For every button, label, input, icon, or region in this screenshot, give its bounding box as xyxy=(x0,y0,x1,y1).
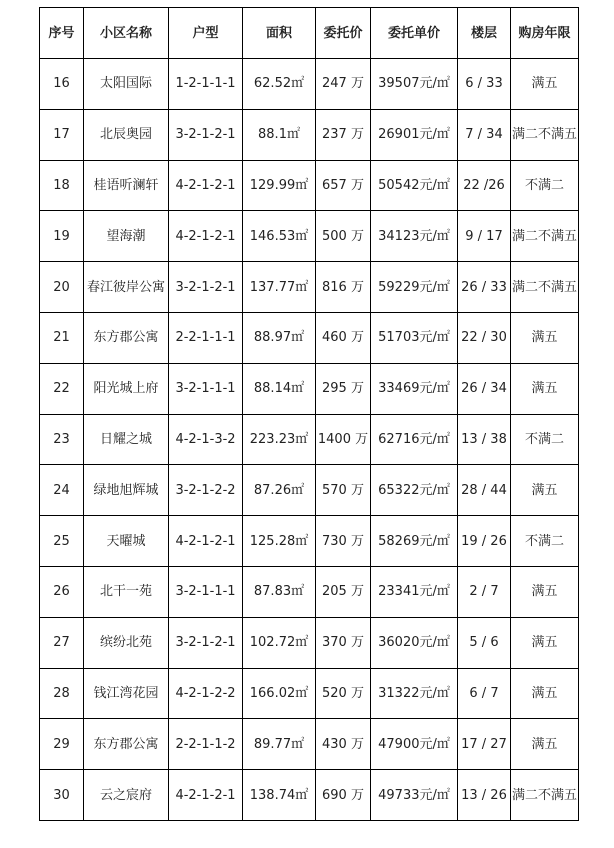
cell-years: 满五 xyxy=(511,465,579,516)
cell-unit-price: 62716元/㎡ xyxy=(371,414,458,465)
cell-unit-price: 31322元/㎡ xyxy=(371,668,458,719)
table-row xyxy=(40,414,579,465)
cell-area: 87.26㎡ xyxy=(243,465,316,516)
cell-years: 满二不满五 xyxy=(511,262,579,313)
table-row xyxy=(40,770,579,821)
header-row xyxy=(40,8,579,59)
table-row xyxy=(40,211,579,262)
cell-years: 满五 xyxy=(511,719,579,770)
header-price: 委托价 xyxy=(316,8,371,59)
cell-no: 24 xyxy=(40,465,84,516)
cell-layout: 4-2-1-2-1 xyxy=(169,770,243,821)
cell-no: 29 xyxy=(40,719,84,770)
cell-floor: 19 / 26 xyxy=(458,516,511,567)
table-row xyxy=(40,59,579,110)
cell-price: 570 万 xyxy=(316,465,371,516)
cell-unit-price: 26901元/㎡ xyxy=(371,109,458,160)
cell-years: 满五 xyxy=(511,59,579,110)
cell-no: 22 xyxy=(40,363,84,414)
cell-price: 690 万 xyxy=(316,770,371,821)
cell-no: 26 xyxy=(40,566,84,617)
header-area: 面积 xyxy=(243,8,316,59)
cell-layout: 3-2-1-1-1 xyxy=(169,566,243,617)
cell-price: 816 万 xyxy=(316,262,371,313)
header-years: 购房年限 xyxy=(511,8,579,59)
cell-price: 500 万 xyxy=(316,211,371,262)
cell-price: 205 万 xyxy=(316,566,371,617)
cell-price: 247 万 xyxy=(316,59,371,110)
table-row xyxy=(40,160,579,211)
cell-layout: 4-2-1-2-2 xyxy=(169,668,243,719)
table-row xyxy=(40,617,579,668)
cell-floor: 22 /26 xyxy=(458,160,511,211)
cell-price: 520 万 xyxy=(316,668,371,719)
cell-floor: 13 / 26 xyxy=(458,770,511,821)
cell-floor: 2 / 7 xyxy=(458,566,511,617)
cell-name: 太阳国际 xyxy=(84,59,169,110)
cell-no: 23 xyxy=(40,414,84,465)
cell-area: 137.77㎡ xyxy=(243,262,316,313)
cell-price: 1400 万 xyxy=(316,414,371,465)
table-row xyxy=(40,262,579,313)
cell-floor: 17 / 27 xyxy=(458,719,511,770)
table-row xyxy=(40,363,579,414)
cell-area: 125.28㎡ xyxy=(243,516,316,567)
cell-unit-price: 51703元/㎡ xyxy=(371,312,458,363)
cell-layout: 4-2-1-2-1 xyxy=(169,160,243,211)
cell-price: 657 万 xyxy=(316,160,371,211)
cell-price: 460 万 xyxy=(316,312,371,363)
cell-name: 钱江湾花园 xyxy=(84,668,169,719)
cell-floor: 9 / 17 xyxy=(458,211,511,262)
cell-no: 27 xyxy=(40,617,84,668)
cell-area: 88.14㎡ xyxy=(243,363,316,414)
cell-price: 430 万 xyxy=(316,719,371,770)
table-row xyxy=(40,465,579,516)
cell-area: 223.23㎡ xyxy=(243,414,316,465)
cell-name: 北辰奥园 xyxy=(84,109,169,160)
cell-name: 东方郡公寓 xyxy=(84,719,169,770)
cell-name: 阳光城上府 xyxy=(84,363,169,414)
cell-years: 满五 xyxy=(511,312,579,363)
cell-unit-price: 33469元/㎡ xyxy=(371,363,458,414)
cell-floor: 28 / 44 xyxy=(458,465,511,516)
table-body xyxy=(40,59,579,821)
cell-price: 370 万 xyxy=(316,617,371,668)
cell-name: 北干一苑 xyxy=(84,566,169,617)
cell-years: 满五 xyxy=(511,363,579,414)
table-row xyxy=(40,109,579,160)
cell-layout: 4-2-1-2-1 xyxy=(169,516,243,567)
cell-layout: 2-2-1-1-1 xyxy=(169,312,243,363)
cell-years: 不满二 xyxy=(511,516,579,567)
cell-years: 不满二 xyxy=(511,414,579,465)
cell-years: 满二不满五 xyxy=(511,109,579,160)
cell-layout: 2-2-1-1-2 xyxy=(169,719,243,770)
cell-name: 桂语听澜轩 xyxy=(84,160,169,211)
cell-no: 19 xyxy=(40,211,84,262)
cell-name: 望海潮 xyxy=(84,211,169,262)
cell-name: 春江彼岸公寓 xyxy=(84,262,169,313)
cell-area: 87.83㎡ xyxy=(243,566,316,617)
cell-name: 日耀之城 xyxy=(84,414,169,465)
cell-area: 129.99㎡ xyxy=(243,160,316,211)
cell-floor: 5 / 6 xyxy=(458,617,511,668)
cell-unit-price: 49733元/㎡ xyxy=(371,770,458,821)
cell-no: 18 xyxy=(40,160,84,211)
cell-unit-price: 50542元/㎡ xyxy=(371,160,458,211)
cell-years: 满二不满五 xyxy=(511,211,579,262)
cell-layout: 3-2-1-1-1 xyxy=(169,363,243,414)
cell-floor: 13 / 38 xyxy=(458,414,511,465)
table-row xyxy=(40,668,579,719)
table-row xyxy=(40,566,579,617)
cell-no: 30 xyxy=(40,770,84,821)
cell-name: 天曜城 xyxy=(84,516,169,567)
table-row xyxy=(40,516,579,567)
header-floor: 楼层 xyxy=(458,8,511,59)
header-unit-price: 委托单价 xyxy=(371,8,458,59)
table-header xyxy=(40,8,579,59)
cell-price: 237 万 xyxy=(316,109,371,160)
cell-area: 88.97㎡ xyxy=(243,312,316,363)
cell-name: 云之宸府 xyxy=(84,770,169,821)
cell-price: 730 万 xyxy=(316,516,371,567)
cell-no: 17 xyxy=(40,109,84,160)
cell-layout: 4-2-1-3-2 xyxy=(169,414,243,465)
listing-table xyxy=(39,7,579,821)
cell-name: 东方郡公寓 xyxy=(84,312,169,363)
cell-area: 102.72㎡ xyxy=(243,617,316,668)
cell-area: 166.02㎡ xyxy=(243,668,316,719)
cell-floor: 7 / 34 xyxy=(458,109,511,160)
table-row xyxy=(40,312,579,363)
cell-layout: 3-2-1-2-1 xyxy=(169,617,243,668)
cell-area: 62.52㎡ xyxy=(243,59,316,110)
cell-unit-price: 23341元/㎡ xyxy=(371,566,458,617)
cell-no: 21 xyxy=(40,312,84,363)
cell-years: 满五 xyxy=(511,566,579,617)
header-no: 序号 xyxy=(40,8,84,59)
cell-no: 20 xyxy=(40,262,84,313)
cell-area: 138.74㎡ xyxy=(243,770,316,821)
cell-unit-price: 36020元/㎡ xyxy=(371,617,458,668)
cell-floor: 6 / 7 xyxy=(458,668,511,719)
cell-layout: 3-2-1-2-2 xyxy=(169,465,243,516)
cell-unit-price: 47900元/㎡ xyxy=(371,719,458,770)
cell-name: 绿地旭辉城 xyxy=(84,465,169,516)
cell-price: 295 万 xyxy=(316,363,371,414)
cell-layout: 3-2-1-2-1 xyxy=(169,262,243,313)
cell-name: 缤纷北苑 xyxy=(84,617,169,668)
table-row xyxy=(40,719,579,770)
cell-no: 28 xyxy=(40,668,84,719)
cell-years: 满五 xyxy=(511,668,579,719)
header-name: 小区名称 xyxy=(84,8,169,59)
cell-unit-price: 65322元/㎡ xyxy=(371,465,458,516)
cell-years: 满二不满五 xyxy=(511,770,579,821)
cell-layout: 4-2-1-2-1 xyxy=(169,211,243,262)
cell-years: 不满二 xyxy=(511,160,579,211)
cell-unit-price: 34123元/㎡ xyxy=(371,211,458,262)
cell-no: 25 xyxy=(40,516,84,567)
cell-unit-price: 59229元/㎡ xyxy=(371,262,458,313)
cell-area: 88.1㎡ xyxy=(243,109,316,160)
cell-area: 89.77㎡ xyxy=(243,719,316,770)
cell-unit-price: 39507元/㎡ xyxy=(371,59,458,110)
cell-area: 146.53㎡ xyxy=(243,211,316,262)
cell-floor: 6 / 33 xyxy=(458,59,511,110)
cell-years: 满五 xyxy=(511,617,579,668)
header-layout: 户型 xyxy=(169,8,243,59)
cell-floor: 26 / 33 xyxy=(458,262,511,313)
cell-layout: 1-2-1-1-1 xyxy=(169,59,243,110)
cell-unit-price: 58269元/㎡ xyxy=(371,516,458,567)
cell-floor: 26 / 34 xyxy=(458,363,511,414)
cell-layout: 3-2-1-2-1 xyxy=(169,109,243,160)
cell-floor: 22 / 30 xyxy=(458,312,511,363)
cell-no: 16 xyxy=(40,59,84,110)
